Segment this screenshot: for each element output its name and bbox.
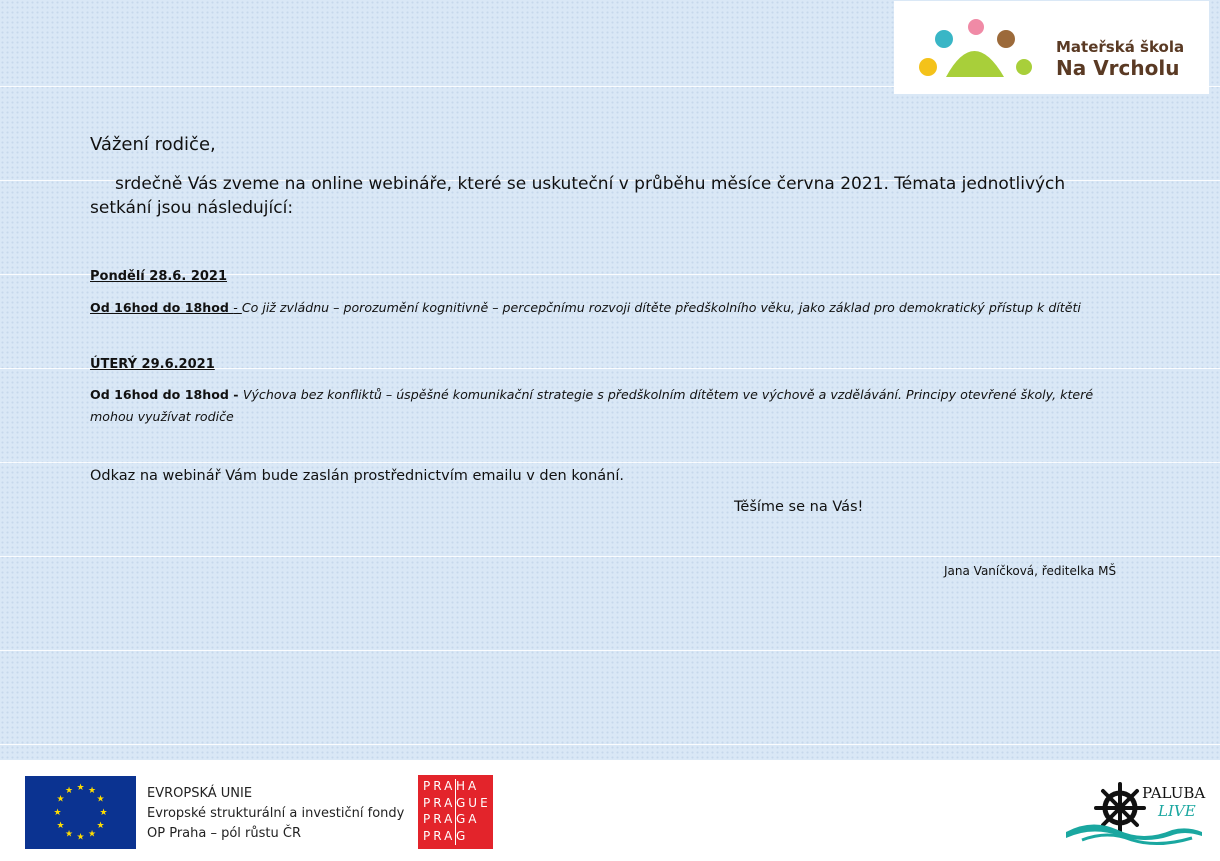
praha-row: PRA G <box>423 828 469 843</box>
event-line-2 <box>90 384 1115 428</box>
closing-line: Těšíme se na Vás! <box>734 499 864 515</box>
svg-text:★: ★ <box>87 829 97 840</box>
praha-row: PRA GA <box>423 812 480 826</box>
svg-text:★: ★ <box>76 832 85 843</box>
svg-text:★: ★ <box>64 786 74 796</box>
svg-text:★: ★ <box>56 794 65 805</box>
svg-text:★: ★ <box>99 808 108 818</box>
eu-flag-icon <box>25 776 136 849</box>
event-time-1: Od 16hod do 18hod <box>90 300 234 315</box>
eu-line-1: EVROPSKÁ UNIE <box>147 786 253 801</box>
school-logo-icon <box>914 15 1034 85</box>
svg-text:★: ★ <box>76 783 85 793</box>
school-name <box>1056 38 1184 80</box>
paluba-subtitle: LIVE <box>1158 802 1196 820</box>
svg-text:★: ★ <box>56 821 65 831</box>
praha-divider <box>455 779 456 845</box>
eu-line-2: Evropské strukturální a investiční fondy <box>147 806 405 821</box>
signature: Jana Vaníčková, ředitelka MŠ <box>944 564 1117 578</box>
eu-text <box>147 784 404 844</box>
praha-row: PRA HA <box>423 779 480 793</box>
paluba-live-logo <box>1062 780 1212 848</box>
event-day-1: Pondělí 28.6. 2021 <box>90 269 227 284</box>
svg-text:★: ★ <box>96 794 105 805</box>
svg-text:★: ★ <box>87 786 97 796</box>
svg-text:★: ★ <box>53 808 62 818</box>
intro-paragraph: srdečně Vás zveme na online webináře, které se uskuteční v průběhu měsíce června 2021. Témata jednotlivých setkání jsou následující: <box>90 174 1066 218</box>
background-band <box>0 556 1220 557</box>
event-time-2: Od 16hod do 18hod - <box>90 387 243 402</box>
school-logo <box>894 1 1209 94</box>
eu-line-3: OP Praha – pól růstu ČR <box>147 826 301 841</box>
salutation: Vážení rodiče, <box>90 134 216 155</box>
background-band <box>0 650 1220 651</box>
praha-row: PRA GUE <box>423 795 491 810</box>
background-band <box>0 462 1220 463</box>
event-description-2: Výchova bez konfliktů – úspěšné komunikační strategie s předškolním dítětem ve výchově a vzdělávání. Principy otevřené školy, které mohou využívat rodiče <box>90 387 1094 424</box>
event-day-2: ÚTERÝ 29.6.2021 <box>90 357 215 372</box>
link-note: Odkaz na webinář Vám bude zaslán prostřednictvím emailu v den konání. <box>90 468 625 484</box>
event-line-1 <box>90 297 1120 319</box>
event-description-1: Co již zvládnu – porozumění kognitivně – percepčnímu rozvoji dítěte předškolního věku, jako základ pro demokratický přístup k dítěti <box>241 300 1081 315</box>
paluba-title: PALUBA <box>1142 784 1206 802</box>
background-band <box>0 744 1220 745</box>
svg-text:★: ★ <box>64 829 74 840</box>
praha-logo <box>418 775 493 849</box>
school-name-line1: Mateřská škola <box>1056 38 1185 56</box>
svg-text:★: ★ <box>96 821 105 831</box>
school-name-line2: Na Vrcholu <box>1056 56 1180 80</box>
event-separator-1: - <box>233 300 242 315</box>
footer <box>0 760 1220 861</box>
